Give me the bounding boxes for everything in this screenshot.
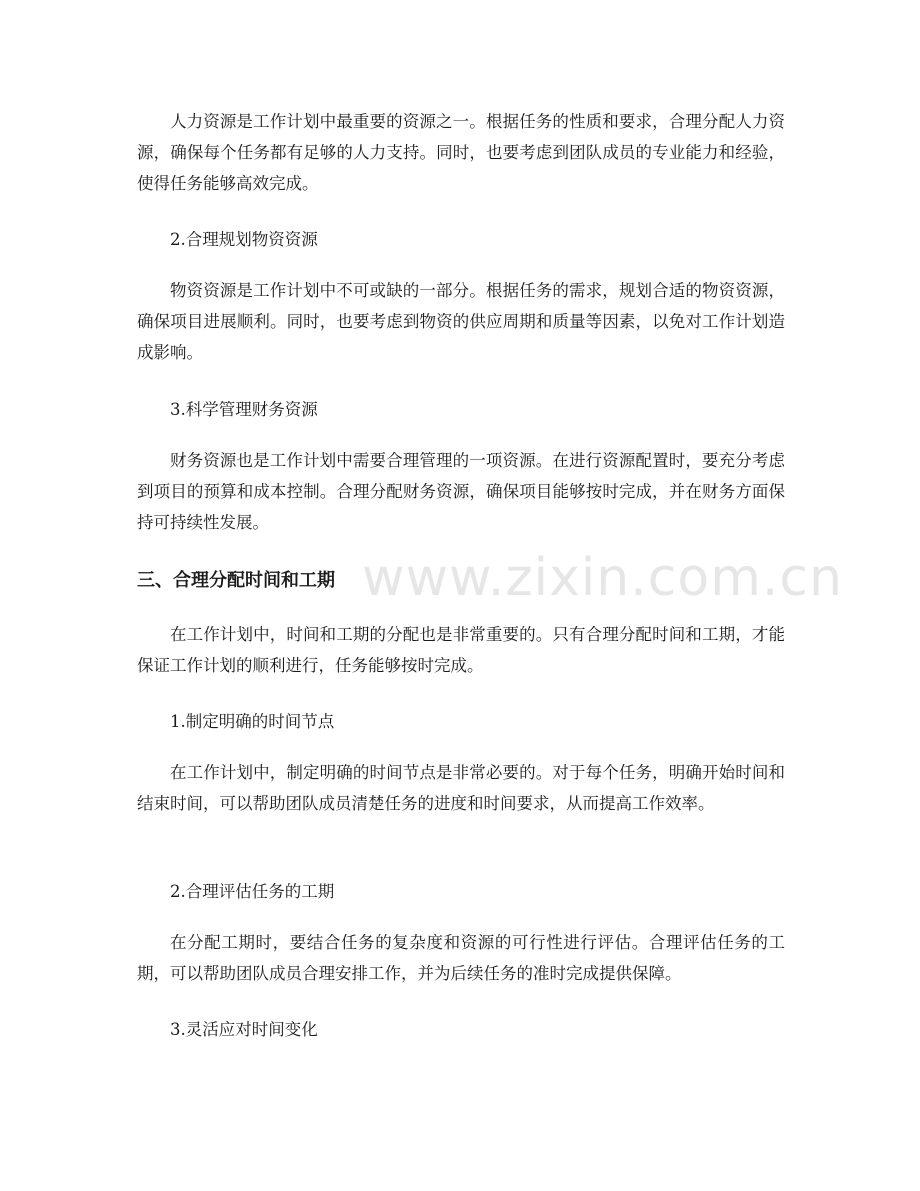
subheading-duration-evaluation: [137, 880, 785, 904]
paragraph-human-resources: [137, 106, 785, 199]
subheading-time-nodes: [137, 710, 785, 734]
paragraph-text: 人力资源是工作计划中最重要的资源之一。根据任务的性质和要求，合理分配人力资源，确保每个任务都有足够的人力支持。同时，也要考虑到团队成员的专业能力和经验，使得任务能够高效完成。: [137, 112, 785, 193]
paragraph-duration-evaluation: [137, 927, 785, 989]
section-heading-text: 三、合理分配时间和工期: [137, 570, 335, 591]
paragraph-time-allocation: [137, 619, 785, 681]
subheading-text: 2.合理评估任务的工期: [170, 882, 335, 901]
subheading-time-change: [137, 1018, 785, 1042]
subheading-text: 3.科学管理财务资源: [170, 400, 318, 419]
section-heading-time-allocation: [137, 568, 785, 594]
paragraph-financial-resources: [137, 445, 785, 538]
subheading-material-resources: [137, 228, 785, 252]
paragraph-time-nodes: [137, 757, 785, 819]
paragraph-text: 财务资源也是工作计划中需要合理管理的一项资源。在进行资源配置时，要充分考虑到项目的预算和成本控制。合理分配财务资源，确保项目能够按时完成，并在财务方面保持可持续性发展。: [137, 451, 785, 532]
paragraph-text: 在工作计划中，制定明确的时间节点是非常必要的。对于每个任务，明确开始时间和结束时间，可以帮助团队成员清楚任务的进度和时间要求，从而提高工作效率。: [137, 763, 785, 813]
watermark: www.zixin.com.cn: [362, 548, 843, 608]
subheading-text: 3.灵活应对时间变化: [170, 1020, 318, 1039]
paragraph-text: 在工作计划中，时间和工期的分配也是非常重要的。只有合理分配时间和工期，才能保证工作计划的顺利进行，任务能够按时完成。: [137, 625, 785, 675]
subheading-text: 1.制定明确的时间节点: [170, 712, 335, 731]
paragraph-material-resources: [137, 275, 785, 368]
subheading-text: 2.合理规划物资资源: [170, 230, 318, 249]
subheading-financial-resources: [137, 398, 785, 422]
paragraph-text: 物资资源是工作计划中不可或缺的一部分。根据任务的需求，规划合适的物资资源，确保项目进展顺利。同时，也要考虑到物资的供应周期和质量等因素，以免对工作计划造成影响。: [137, 281, 785, 362]
paragraph-text: 在分配工期时，要结合任务的复杂度和资源的可行性进行评估。合理评估任务的工期，可以帮助团队成员合理安排工作，并为后续任务的准时完成提供保障。: [137, 933, 785, 983]
